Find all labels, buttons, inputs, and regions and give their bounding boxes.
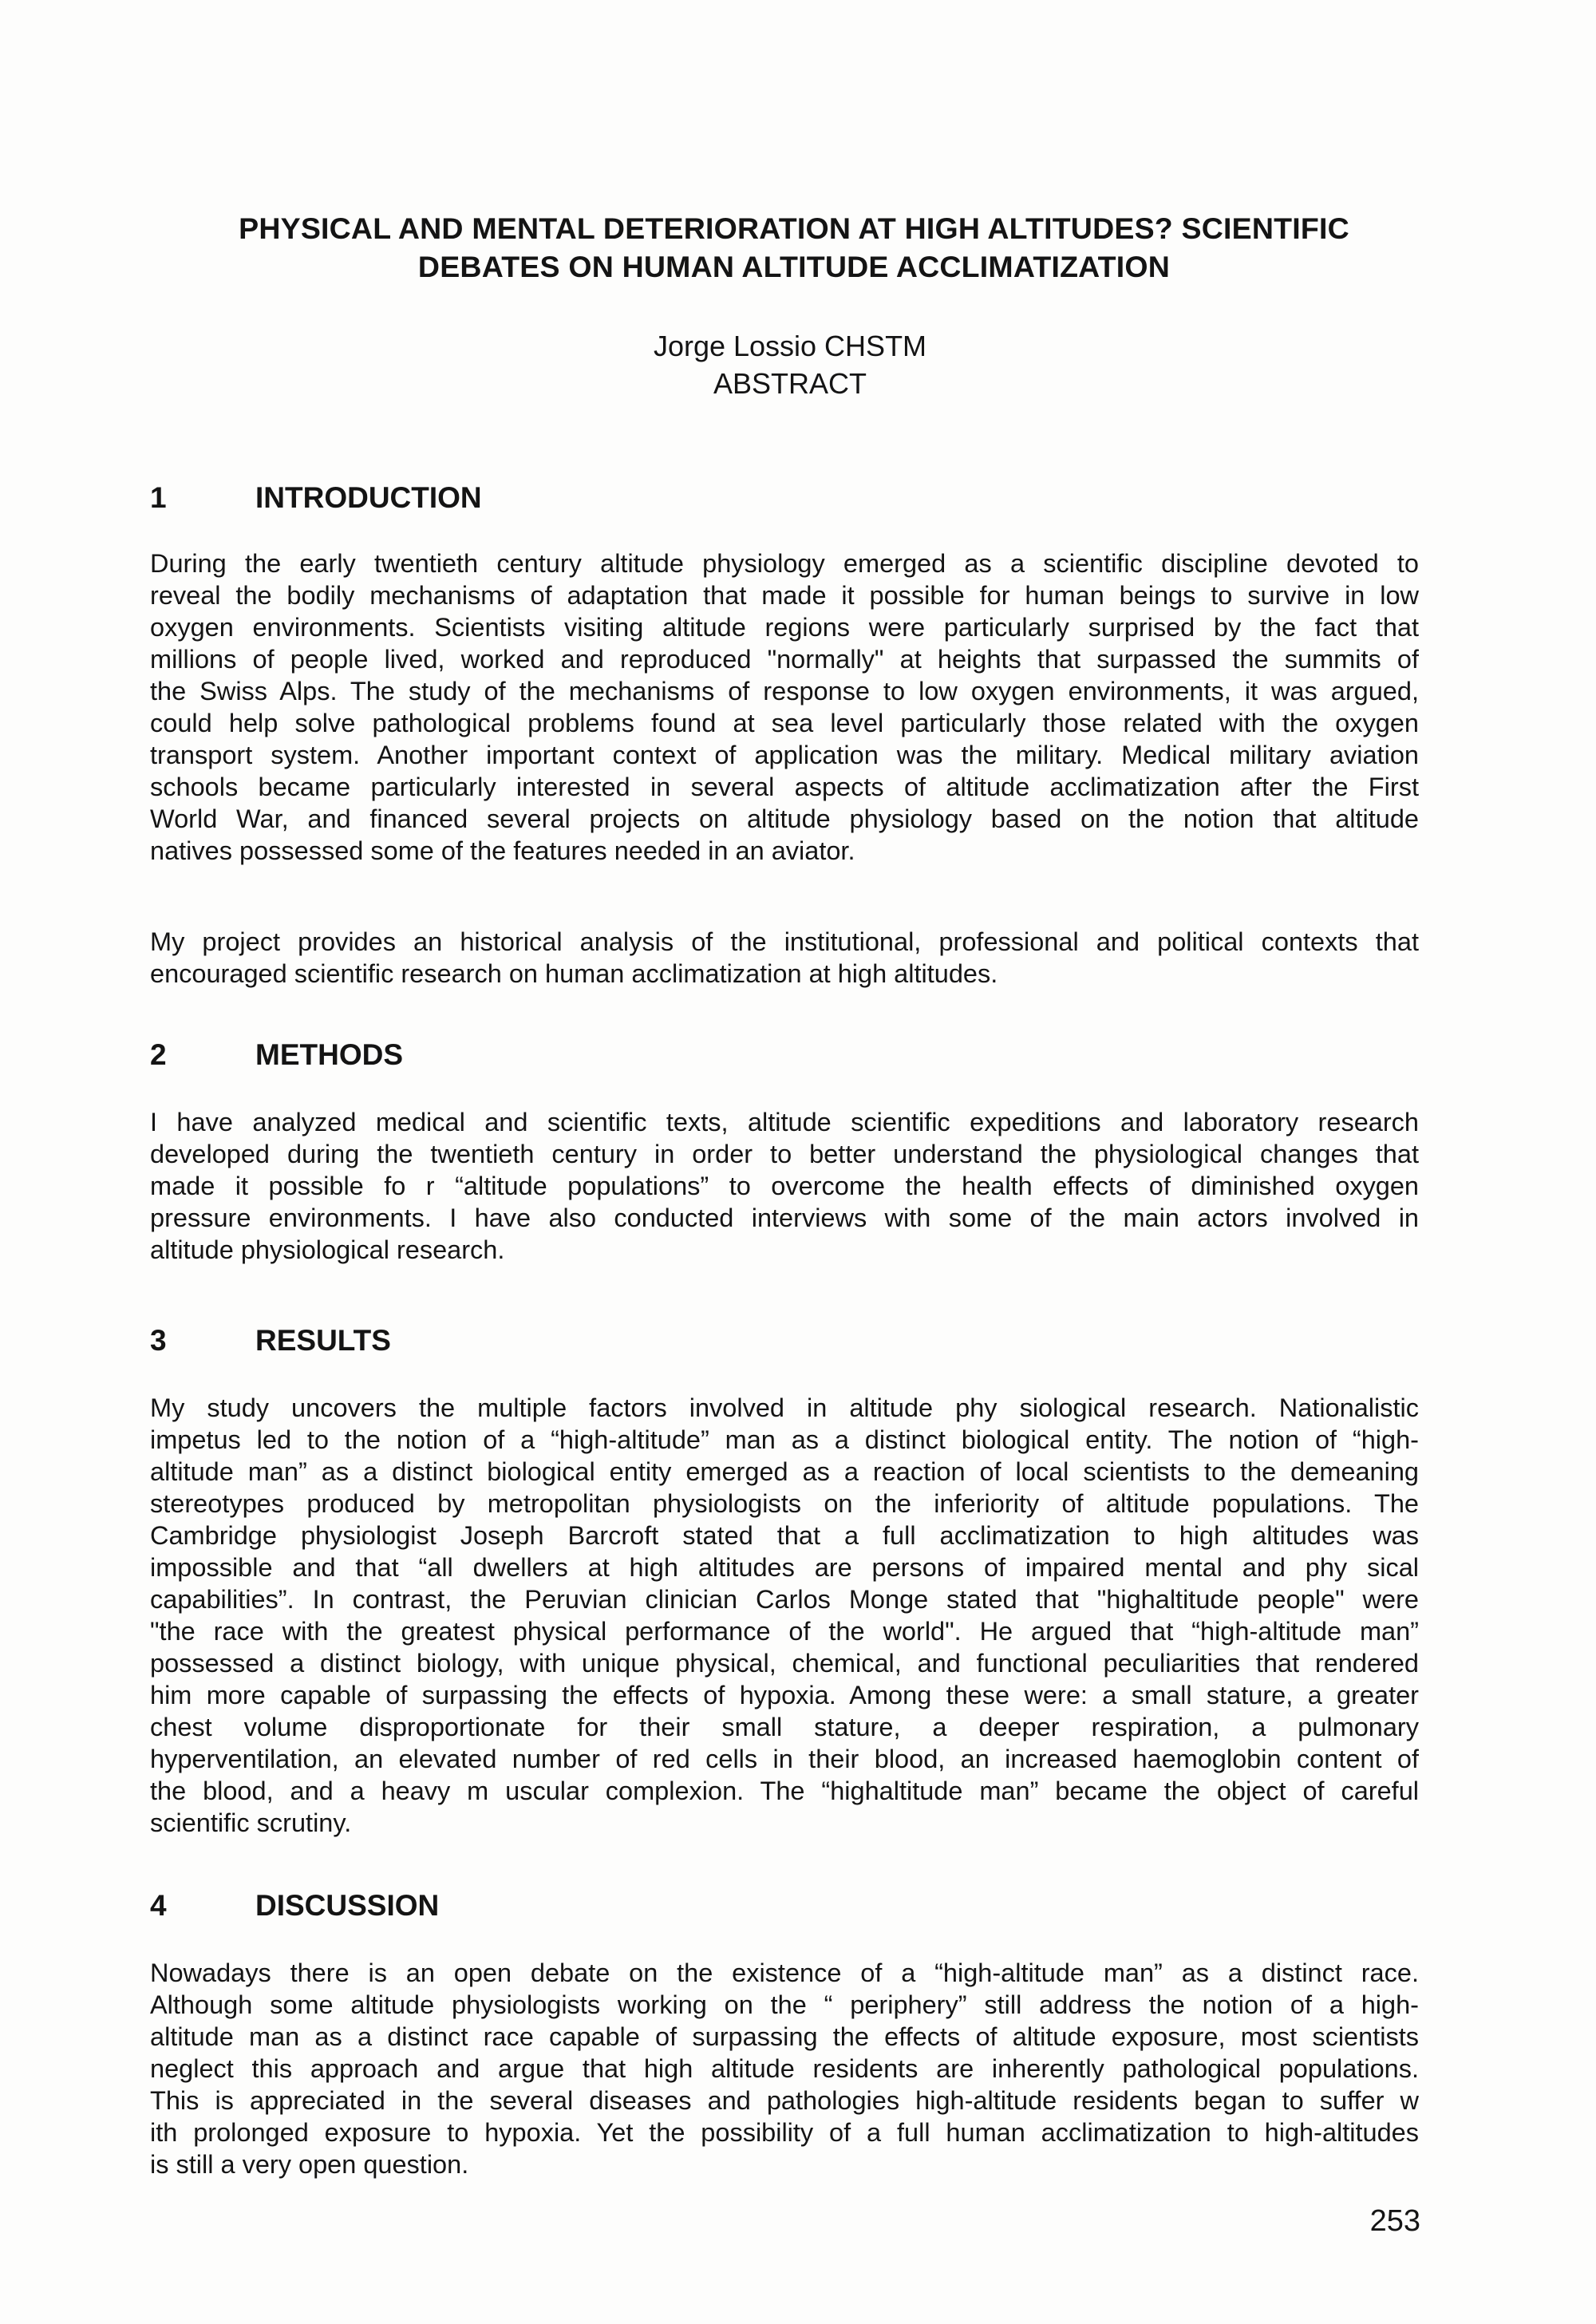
text-line: World War, and financed several projects on altitude physiology based on the notion that altitude <box>150 804 1419 833</box>
text-line: developed during the twentieth century in order to better understand the physiological changes that <box>150 1140 1419 1168</box>
text-line: reveal the bodily mechanisms of adaptation that made it possible for human beings to survive in low <box>150 581 1419 610</box>
text-line: Although some altitude physiologists working on the “ periphery” still address the notion of a high- <box>150 1990 1419 2019</box>
text-line: the Swiss Alps. The study of the mechanisms of response to low oxygen environments, it was argued, <box>150 677 1419 706</box>
abstract-label: ABSTRACT <box>713 367 867 400</box>
text-line: Cambridge physiologist Joseph Barcroft stated that a full acclimatization to high altitudes was <box>150 1521 1419 1550</box>
text-line: could help solve pathological problems found at sea level particularly those related with the oxygen <box>150 709 1419 737</box>
text-line: schools became particularly interested in several aspects of altitude acclimatization after the First <box>150 773 1419 801</box>
text-line: Nowadays there is an open debate on the existence of a “high-altitude man” as a distinct race. <box>150 1958 1419 1987</box>
author-block <box>622 327 958 402</box>
text-line: During the early twentieth century altitude physiology emerged as a scientific discipline devoted to <box>150 549 1419 578</box>
text-line: ith prolonged exposure to hypoxia. Yet the possibility of a full human acclimatization to high-altitudes <box>150 2118 1419 2147</box>
text-line: transport system. Another important context of application was the military. Medical military aviation <box>150 741 1419 769</box>
section-heading-methods <box>150 1038 1427 1073</box>
section-number: 1 <box>150 481 167 514</box>
text-line: oxygen environments. Scientists visiting altitude regions were particularly surprised by the fact that <box>150 613 1419 642</box>
text-line: him more capable of surpassing the effects of hypoxia. Among these were: a small stature, a greater <box>150 1681 1419 1709</box>
author-name: Jorge Lossio CHSTM <box>653 330 927 362</box>
paper-title <box>120 209 1468 286</box>
section-title: RESULTS <box>255 1324 391 1357</box>
methods-paragraph <box>150 1106 1419 1266</box>
page-number: 253 <box>1369 2204 1420 2238</box>
title-line-2: DEBATES ON HUMAN ALTITUDE ACCLIMATIZATION <box>417 250 1171 283</box>
text-line: My study uncovers the multiple factors involved in altitude phy siological research. Nationalistic <box>150 1393 1419 1422</box>
text-line: encouraged scientific research on human acclimatization at high altitudes. <box>150 959 998 988</box>
text-line: capabilities”. In contrast, the Peruvian clinician Carlos Monge stated that "highaltitude people" were <box>150 1585 1419 1614</box>
section-title: DISCUSSION <box>255 1889 440 1922</box>
text-line: "the race with the greatest physical performance of the world". He argued that “high-altitude man” <box>150 1617 1419 1646</box>
introduction-paragraph-2 <box>150 926 1419 990</box>
text-line: millions of people lived, worked and reproduced "normally" at heights that surpassed the summits of <box>150 645 1419 674</box>
section-heading-discussion <box>150 1888 1427 1923</box>
text-line: pressure environments. I have also conducted interviews with some of the main actors involved in <box>150 1204 1419 1232</box>
section-title: METHODS <box>255 1038 403 1071</box>
text-line: altitude man” as a distinct biological entity emerged as a reaction of local scientists to the demeaning <box>150 1457 1419 1486</box>
discussion-paragraph <box>150 1957 1419 2180</box>
text-line: altitude man as a distinct race capable of surpassing the effects of altitude exposure, most scientists <box>150 2022 1419 2051</box>
section-title: INTRODUCTION <box>255 481 482 514</box>
text-line: impetus led to the notion of a “high-altitude” man as a distinct biological entity. The notion of “high- <box>150 1425 1419 1454</box>
text-line: This is appreciated in the several diseases and pathologies high-altitude residents began to suffer w <box>150 2086 1419 2115</box>
text-line: scientific scrutiny. <box>150 1808 352 1837</box>
text-line: is still a very open question. <box>150 2150 469 2179</box>
section-heading-results <box>150 1323 1427 1358</box>
introduction-paragraph-1 <box>150 547 1419 867</box>
text-line: neglect this approach and argue that high altitude residents are inherently pathological populations. <box>150 2054 1419 2083</box>
text-line: I have analyzed medical and scientific texts, altitude scientific expeditions and laboratory research <box>150 1108 1419 1136</box>
results-paragraph <box>150 1392 1419 1839</box>
text-line: stereotypes produced by metropolitan physiologists on the inferiority of altitude populations. The <box>150 1489 1419 1518</box>
section-heading-introduction <box>150 480 1427 516</box>
text-line: impossible and that “all dwellers at high altitudes are persons of impaired mental and phy sical <box>150 1553 1419 1582</box>
text-line: My project provides an historical analysis of the institutional, professional and political contexts that <box>150 927 1419 956</box>
text-line: hyperventilation, an elevated number of red cells in their blood, an increased haemoglobin content of <box>150 1745 1419 1773</box>
title-line-1: PHYSICAL AND MENTAL DETERIORATION AT HIGH ALTITUDES? SCIENTIFIC <box>239 211 1349 245</box>
text-line: natives possessed some of the features needed in an aviator. <box>150 836 855 865</box>
text-line: altitude physiological research. <box>150 1235 505 1264</box>
section-number: 3 <box>150 1324 167 1357</box>
text-line: chest volume disproportionate for their small stature, a deeper respiration, a pulmonary <box>150 1713 1419 1741</box>
section-number: 2 <box>150 1038 167 1071</box>
text-line: possessed a distinct biology, with unique physical, chemical, and functional peculiarities that rendered <box>150 1649 1419 1678</box>
text-line: made it possible fo r “altitude populations” to overcome the health effects of diminished oxygen <box>150 1172 1419 1200</box>
text-line: the blood, and a heavy m uscular complexion. The “highaltitude man” became the object of careful <box>150 1777 1419 1805</box>
section-number: 4 <box>150 1889 167 1922</box>
